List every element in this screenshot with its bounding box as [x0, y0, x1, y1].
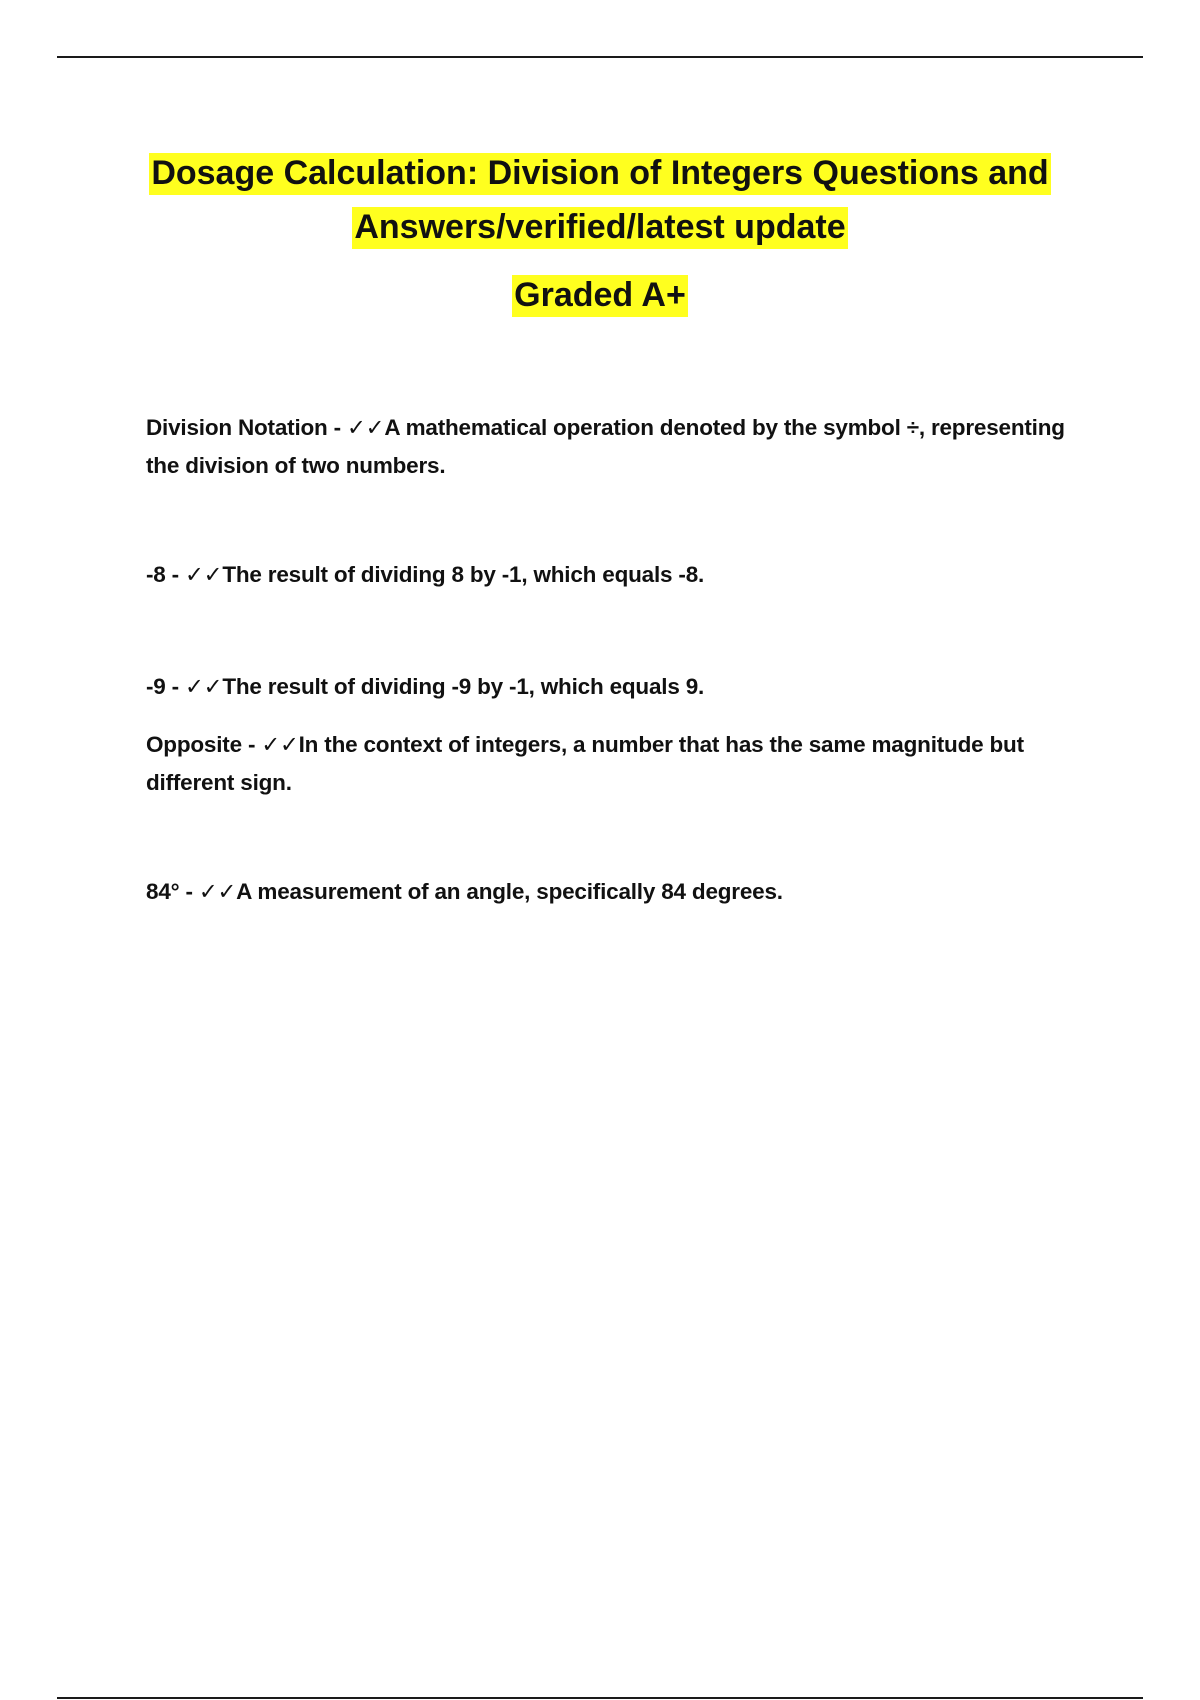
double-check-icon: ✓✓: [185, 674, 223, 700]
entry-separator: -: [241, 732, 262, 757]
double-check-icon: ✓✓: [185, 562, 223, 588]
title-line-1-text: Dosage Calculation: Division of Integers Questions and: [149, 153, 1050, 195]
double-check-icon: ✓✓: [261, 732, 299, 758]
entry-term: 84°: [146, 879, 180, 904]
qa-entry: [146, 873, 1096, 911]
entry-separator: -: [179, 879, 199, 904]
title-line-2: [100, 200, 1100, 254]
entry-term: -9: [146, 674, 166, 699]
entry-term: Division Notation: [146, 415, 328, 440]
entry-separator: -: [165, 562, 186, 587]
qa-entry: [146, 556, 1096, 594]
entry-term: -8: [146, 562, 166, 587]
entry-separator: -: [165, 674, 186, 699]
entry-definition: In the context of integers, a number that has the same magnitude but different sign.: [146, 732, 1024, 795]
grade-text: Graded A+: [512, 275, 688, 317]
title-line-1: [100, 146, 1100, 200]
document-title-block: [100, 146, 1100, 322]
header-rule: [57, 56, 1143, 58]
entry-definition: A mathematical operation denoted by the symbol ÷, representing the division of two numbers.: [146, 415, 1065, 478]
entry-separator: -: [327, 415, 348, 440]
footer-rule: [57, 1697, 1143, 1699]
double-check-icon: ✓✓: [347, 415, 385, 441]
qa-entry: [146, 726, 1096, 802]
title-line-2-text: Answers/verified/latest update: [352, 207, 847, 249]
double-check-icon: ✓✓: [198, 879, 237, 905]
entry-term: Opposite: [146, 732, 242, 757]
entry-definition: A measurement of an angle, specifically 84 degrees.: [236, 879, 783, 904]
entry-definition: The result of dividing -9 by -1, which equals 9.: [222, 674, 705, 699]
qa-entry: [146, 668, 1096, 706]
entry-definition: The result of dividing 8 by -1, which equals -8.: [222, 562, 705, 587]
grade-line: [100, 268, 1100, 322]
qa-entry: [146, 409, 1096, 485]
